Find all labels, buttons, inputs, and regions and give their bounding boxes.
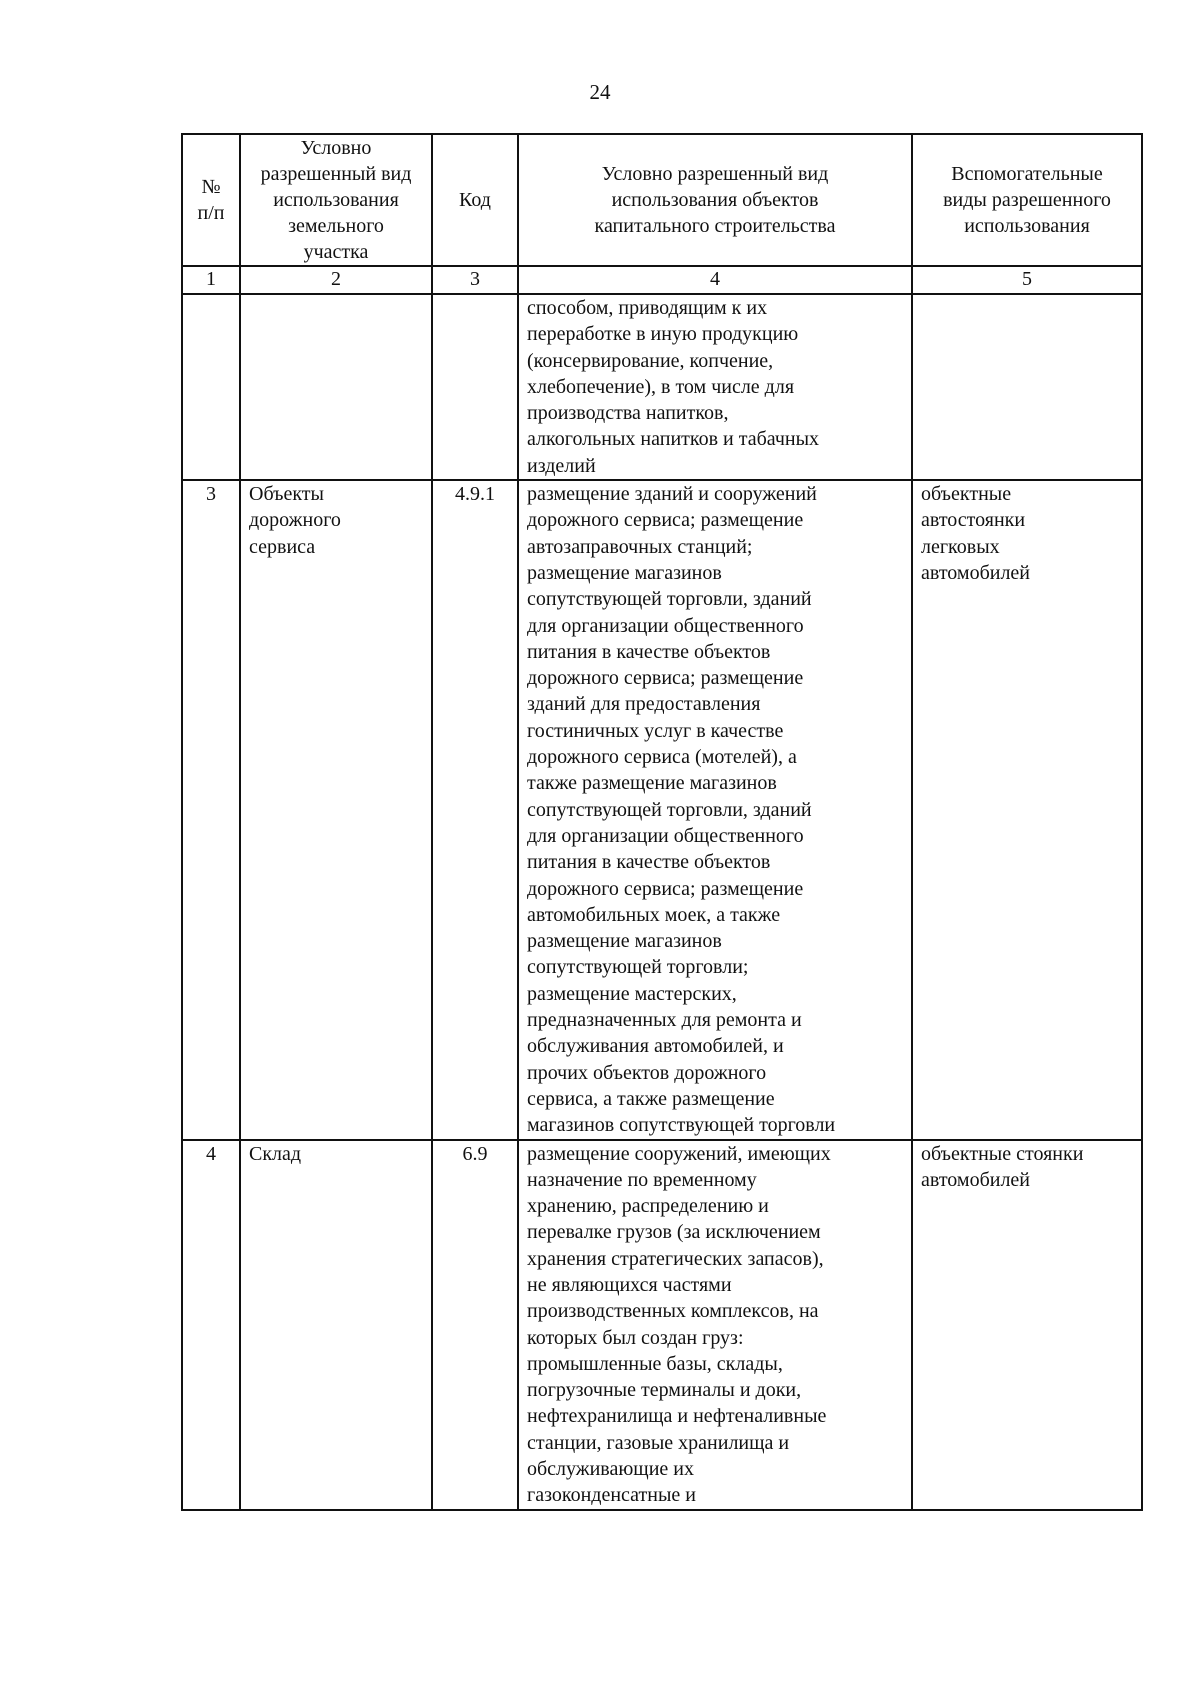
column-number: 2 (240, 266, 432, 294)
column-number: 5 (912, 266, 1142, 294)
table-row (182, 1140, 1142, 1510)
land-use-name: Склад (240, 1140, 432, 1510)
auxiliary-use (912, 294, 1142, 480)
header-land-use-type: Условно разрешенный вид использования земельного участка (240, 134, 432, 266)
header-number: № п/п (182, 134, 240, 266)
use-code: 4.9.1 (432, 480, 518, 1139)
row-number: 4 (182, 1140, 240, 1510)
use-description: размещение зданий и сооружений дорожного сервиса; размещение автозаправочных станций; размещение магазинов сопутствующей торговли, зданий для организации общественного питания в качестве объектов дорожного сервиса; размещение зданий для предоставления гостиничных услуг в качестве дорожного сервиса (мотелей), а также размещение магазинов сопутствующей торговли, зданий для организации общественного питания в качестве объектов дорожного сервиса; размещение автомобильных моек, а также размещение магазинов сопутствующей торговли; размещение мастерских, предназначенных для ремонта и обслуживания автомобилей, и прочих объектов дорожного сервиса, а также размещение магазинов сопутствующей торговли (518, 480, 912, 1139)
use-code (432, 294, 518, 480)
use-description: размещение сооружений, имеющих назначение по временному хранению, распределению и перевалке грузов (за исключением хранения стратегических запасов), не являющихся частями производственных комплексов, на которых был создан груз: промышленные базы, склады, погрузочные терминалы и доки, нефтехранилища и нефтеналивные станции, газовые хранилища и обслуживающие их газоконденсатные и (518, 1140, 912, 1510)
use-description: способом, приводящим к их переработке в иную продукцию (консервирование, копчение, хлебопечение), в том числе для производства напитков, алкогольных напитков и табачных изделий (518, 294, 912, 480)
auxiliary-use: объектные стоянки автомобилей (912, 1140, 1142, 1510)
header-auxiliary-use: Вспомогательные виды разрешенного использования (912, 134, 1142, 266)
land-use-name: Объекты дорожного сервиса (240, 480, 432, 1139)
column-number: 4 (518, 266, 912, 294)
row-number: 3 (182, 480, 240, 1139)
header-construction-use-type: Условно разрешенный вид использования объектов капитального строительства (518, 134, 912, 266)
row-number (182, 294, 240, 480)
table-row (182, 294, 1142, 480)
column-number-row (182, 266, 1142, 294)
table-header-row (182, 134, 1142, 266)
land-use-name (240, 294, 432, 480)
header-code: Код (432, 134, 518, 266)
land-use-table (181, 133, 1143, 1511)
page-number: 24 (589, 80, 611, 104)
use-code: 6.9 (432, 1140, 518, 1510)
column-number: 3 (432, 266, 518, 294)
column-number: 1 (182, 266, 240, 294)
auxiliary-use: объектные автостоянки легковых автомобилей (912, 480, 1142, 1139)
table-row (182, 480, 1142, 1139)
